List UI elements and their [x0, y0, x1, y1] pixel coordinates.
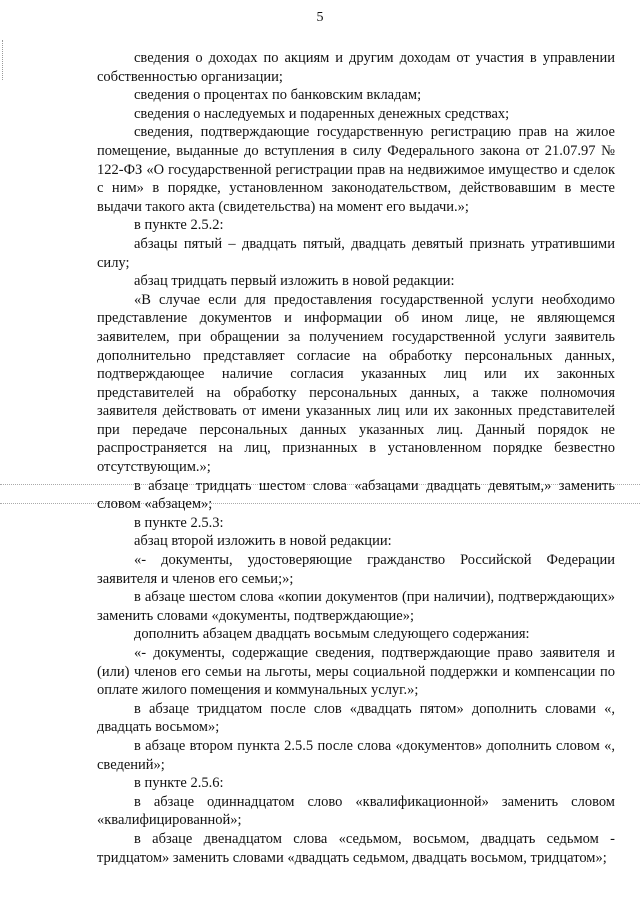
paragraph: в абзаце одиннадцатом слово «квалификационной» заменить словом «квалифицированной»;	[97, 793, 615, 829]
page-number: 5	[316, 10, 324, 25]
paragraph: сведения о доходах по акциям и другим доходам от участия в управлении собственностью организации;	[97, 50, 615, 85]
paragraph: сведения о процентах по банковским вкладам;	[134, 87, 422, 104]
paragraph: абзацы пятый – двадцать пятый, двадцать девятый признать утратившими силу;	[97, 235, 615, 271]
paragraph: в пункте 2.5.3:	[134, 514, 224, 531]
paragraph: сведения, подтверждающие государственную регистрацию прав на жилое помещение, выданные до вступления в силу Федерального закона от 21.07.97 № 122-ФЗ «О государственной регистрации прав на недвижимое имущество и сделок с ним» в порядке, установленном законодательством, действовавшим в месте выдачи такого акта (свидетельства) на момент его выдачи.»;	[97, 124, 615, 215]
paragraph: абзац второй изложить в новой редакции:	[134, 533, 392, 550]
paragraph: в абзаце двенадцатом слова «седьмом, восьмом, двадцать седьмом - тридцатом» заменить словами «двадцать седьмом, двадцать восьмом, тридцатом»;	[97, 830, 615, 866]
paragraph: в абзаце втором пункта 2.5.5 после слова «документов» дополнить словом «, сведений»;	[97, 737, 615, 773]
paragraph: «В случае если для предоставления государственной услуги необходимо представление документов и информации об ином лице, не являющемся заявителем, при обращении за получением государственной услуги заявитель дополнительно представляет согласие на обработку персональных данных, подтверждающее наличие согласия указанных лиц или их законных представителей на обработку персональных данных, а также полномочия заявителя действовать от имени указанных лиц или их законных представителей при передаче персональных данных указанных лиц. Данный порядок не распространяется на лиц, признанных в установленном порядке безвестно отсутствующим.»;	[97, 291, 615, 476]
paragraph: сведения о наследуемых и подаренных денежных средствах;	[134, 105, 510, 122]
paragraph: «- документы, содержащие сведения, подтверждающие право заявителя и (или) членов его семьи на льготы, меры социальной поддержки и компенсации по оплате жилого помещения и коммунальных услуг.»;	[97, 645, 615, 699]
paragraph: в пункте 2.5.6:	[134, 775, 224, 792]
document-body	[97, 49, 615, 867]
paragraph: в абзаце тридцатом после слов «двадцать пятом» дополнить словами «, двадцать восьмом»;	[97, 700, 615, 736]
paragraph: в абзаце тридцать шестом слова «абзацами двадцать девятым,» заменить словом «абзацем»;	[97, 477, 615, 513]
paragraph: в абзаце шестом слова «копии документов (при наличии), подтверждающих» заменить словами «документы, подтверждающие»;	[97, 589, 615, 624]
paragraph: в пункте 2.5.2:	[134, 217, 224, 234]
paragraph: дополнить абзацем двадцать восьмым следующего содержания:	[134, 626, 530, 643]
margin-marks	[2, 40, 11, 80]
paragraph: «- документы, удостоверяющие гражданство Российской Федерации заявителя и членов его семьи;»;	[97, 552, 615, 587]
paragraph: абзац тридцать первый изложить в новой редакции:	[134, 273, 455, 290]
